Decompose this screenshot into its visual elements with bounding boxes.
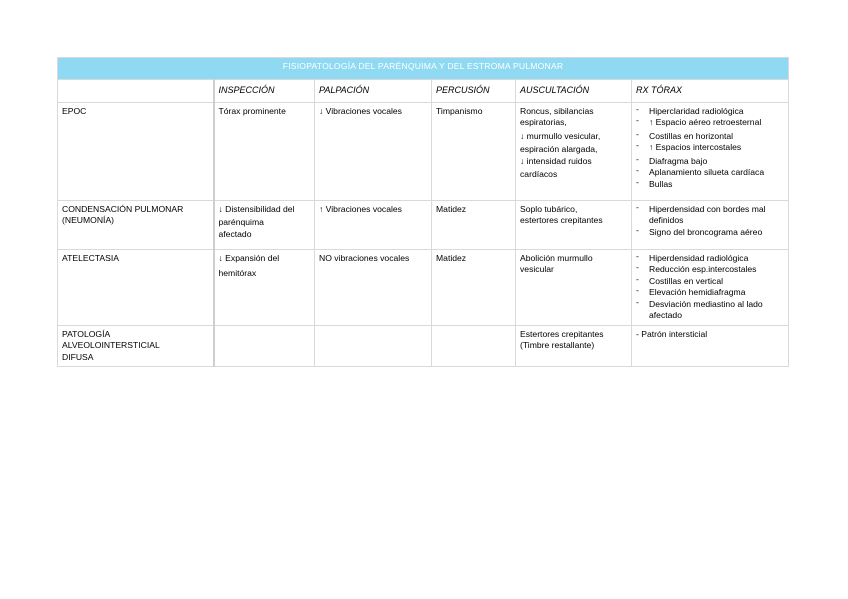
- list-item: - Hiperdensidad radiológica: [636, 253, 784, 265]
- cell-percusion: [432, 325, 516, 367]
- cell-line: afectado: [218, 228, 252, 239]
- list-item: - Elevación hemidiafragma: [636, 287, 784, 299]
- cell-line: ↓ Expansión del: [218, 252, 280, 263]
- list-item: - Reducción esp.intercostales: [636, 264, 784, 276]
- cell-rx-torax: [632, 249, 789, 325]
- cell-line: ↓ murmullo vesicular,: [520, 130, 601, 141]
- cell-palpacion: [315, 325, 432, 367]
- cell-percusion: [432, 102, 516, 200]
- header-empty: [58, 80, 214, 103]
- cell-palpacion: [315, 102, 432, 200]
- cell-line: - Patrón intersticial: [636, 328, 708, 339]
- cell-auscultacion: [516, 102, 632, 200]
- cell-line: Timpanismo: [436, 105, 483, 116]
- cell-line: ↓ Distensibilidad del: [218, 203, 295, 214]
- rx-list: [636, 253, 784, 322]
- cell-line: parénquima: [218, 217, 264, 227]
- row-label: [58, 249, 214, 325]
- list-item: - Costillas en horizontal: [636, 131, 784, 143]
- list-item: - Hiperdensidad con bordes mal definidos: [636, 204, 784, 227]
- cell-rx-torax: [632, 200, 789, 249]
- cell-line: (Timbre restallante): [520, 340, 595, 350]
- cell-line: NO vibraciones vocales: [319, 252, 410, 263]
- header-palpacion: PALPACIÓN: [315, 80, 432, 103]
- row-label: [58, 325, 214, 367]
- list-item: - Aplanamiento silueta cardíaca: [636, 167, 784, 179]
- cell-line: Roncus, sibilancias: [520, 105, 594, 116]
- list-item: - Costillas en vertical: [636, 276, 784, 288]
- cell-percusion: [432, 249, 516, 325]
- row-label-line: ALVEOLOINTERSTICIAL: [62, 340, 160, 350]
- list-item: - Desviación mediastino al lado afectado: [636, 299, 784, 322]
- header-auscultacion: AUSCULTACIÓN: [516, 80, 632, 103]
- row-label: [58, 200, 214, 249]
- list-item: - ↑ Espacio aéreo retroesternal: [636, 117, 784, 129]
- row-label-line: CONDENSACIÓN PULMONAR: [62, 203, 184, 214]
- cell-auscultacion: [516, 249, 632, 325]
- cell-inspeccion: [214, 102, 315, 200]
- rx-list: [636, 204, 784, 239]
- table-title: FISIOPATOLOGÍA DEL PARÉNQUIMA Y DEL ESTROMA PULMONAR: [58, 58, 789, 80]
- header-percusion: PERCUSIÓN: [432, 80, 516, 103]
- cell-line: ↑ Vibraciones vocales: [319, 203, 402, 214]
- table-row: [58, 249, 789, 325]
- row-label-line: ATELECTASIA: [62, 252, 119, 263]
- cell-line: Tórax prominente: [218, 105, 286, 116]
- rx-list: [636, 106, 784, 191]
- title-row: [58, 58, 789, 80]
- cell-line: espiratorias,: [520, 117, 567, 127]
- table-row: [58, 200, 789, 249]
- cell-line: vesicular: [520, 264, 554, 274]
- cell-line: Estertores crepitantes: [520, 328, 604, 339]
- list-item: - Hiperclaridad radiológica: [636, 106, 784, 118]
- header-rx-torax: RX TÓRAX: [632, 80, 789, 103]
- cell-line: Abolición murmullo: [520, 252, 593, 263]
- cell-line: Matidez: [436, 203, 467, 214]
- header-row: [58, 80, 789, 103]
- cell-inspeccion: [214, 249, 315, 325]
- cell-inspeccion: [214, 200, 315, 249]
- cell-line: estertores crepitantes: [520, 215, 603, 225]
- header-inspeccion: INSPECCIÓN: [214, 80, 315, 103]
- row-label-line: DIFUSA: [62, 351, 94, 362]
- table-row: [58, 102, 789, 200]
- cell-line: hemitórax: [218, 268, 257, 278]
- cell-line: espiración alargada,: [520, 144, 598, 154]
- cell-auscultacion: [516, 200, 632, 249]
- cell-inspeccion: [214, 325, 315, 367]
- cell-line: ↓ Vibraciones vocales: [319, 105, 402, 116]
- row-label-line: (NEUMONÍA): [62, 215, 115, 225]
- cell-line: ↓ intensidad ruidos: [520, 155, 592, 166]
- row-label: [58, 102, 214, 200]
- cell-line: Matidez: [436, 252, 467, 263]
- cell-rx-torax: [632, 102, 789, 200]
- physiopathology-table: [57, 57, 789, 367]
- list-item: - ↑ Espacios intercostales: [636, 142, 784, 154]
- cell-palpacion: [315, 200, 432, 249]
- cell-rx-torax: [632, 325, 789, 367]
- cell-palpacion: [315, 249, 432, 325]
- list-item: - Signo del broncograma aéreo: [636, 227, 784, 239]
- cell-line: Soplo tubárico,: [520, 203, 578, 214]
- row-label-line: EPOC: [62, 105, 87, 116]
- cell-percusion: [432, 200, 516, 249]
- cell-auscultacion: [516, 325, 632, 367]
- list-item: - Diafragma bajo: [636, 156, 784, 168]
- list-item: - Bullas: [636, 179, 784, 191]
- table-row: [58, 325, 789, 367]
- row-label-line: PATOLOGÍA: [62, 328, 111, 339]
- cell-line: cardíacos: [520, 169, 558, 179]
